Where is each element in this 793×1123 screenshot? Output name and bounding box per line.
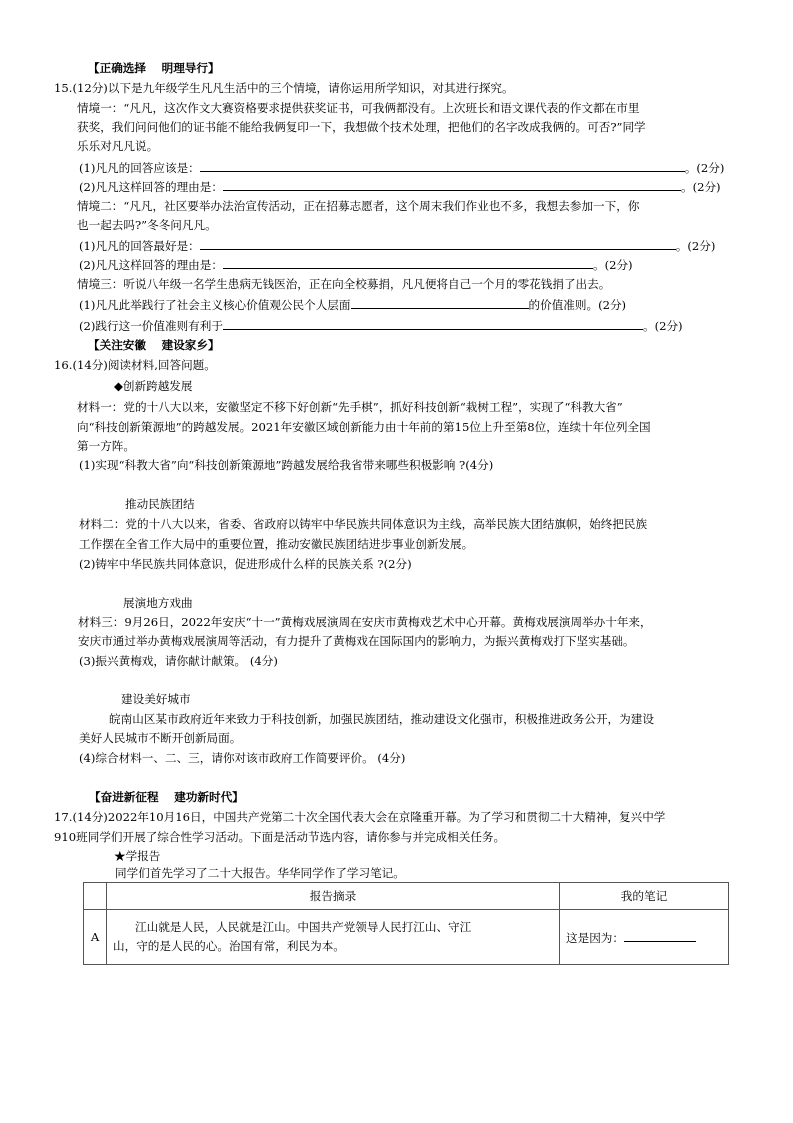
q15-s2-question2 — [79, 256, 633, 273]
excerpt-line: 山，守的是人民的心。治国有常，利民为本。 — [113, 939, 345, 953]
q16-material3-line2: 安庆市通过举办黄梅戏展演周等活动，有力提升了黄梅戏在国际国内的影响力，为振兴黄梅戏打下坚实基础。 — [78, 634, 635, 648]
q17-stem-line1: 17.(14分)2022年10月16日，中国共产党第二十次全国代表大会在京隆重开幕。为了学习和贯彻二十大精神，复兴中学 — [54, 810, 666, 824]
q16-material2-line2: 工作摆在全省工作大局中的重要位置，推动安徽民族团结进步事业创新发展。 — [79, 537, 474, 551]
q15-s3-q2-text: (2)践行这一价值准则有利于 — [79, 319, 223, 333]
q15-scenario1-line1: 情境一：“凡凡，这次作文大赛资格要求提供获奖证书，可我俩都没有。上次班长和语文课代表的作文都在市里 — [77, 101, 640, 115]
q16-question3: (3)振兴黄梅戏，请你献计献策。 (4分) — [79, 654, 278, 668]
q17-subtitle: ★学报告 — [114, 849, 161, 863]
q16-question1: (1)实现“科教大省”向“科技创新策源地”跨越发展给我省带来哪些积极影响 ?(4分) — [79, 458, 494, 472]
q15-scenario1-line3: 乐乐对凡凡说。 — [77, 139, 159, 153]
table-header-row — [84, 883, 729, 910]
q15-scenario1-line2: 获奖，我们问问他们的证书能不能给我俩复印一下，我想做个技术处理，把他们的名字改成我俩的。可否?”同学 — [77, 120, 646, 134]
section-header-1: 【正确选择 明理导行】 — [88, 61, 220, 75]
excerpt-line: 江山就是人民，人民就是江山。中国共产党领导人民打江山、守江 — [135, 920, 472, 934]
answer-blank[interactable] — [223, 178, 681, 191]
q15-s3-question2 — [79, 317, 683, 334]
table-header-cell: 报告摘录 — [107, 883, 560, 910]
q16-material1-line1: 材料一：党的十八大以来，安徽坚定不移下好创新“先手棋”，抓好科技创新“栽树工程”，实现了“科教大省” — [77, 400, 623, 414]
section-header-2: 【关注安徽 建设家乡】 — [88, 338, 220, 352]
q15-scenario2-line2: 也一起去吗?”冬冬问凡凡。 — [77, 218, 217, 232]
q15-s2-q1-text: (1)凡凡的回答最好是： — [79, 239, 200, 253]
answer-blank[interactable] — [200, 159, 685, 172]
q17-intro: 同学们首先学习了二十大报告。华华同学作了学习笔记。 — [115, 866, 405, 880]
row-label: A — [84, 910, 107, 965]
q15-s1-q2-text: (2)凡凡这样回答的理由是： — [79, 180, 223, 194]
q16-material4-line1: 皖南山区某市政府近年来致力于科技创新，加强民族团结，推动建设文化强市，积极推进政务公开，为建设 — [109, 712, 654, 726]
note-prompt: 这是因为： — [566, 930, 624, 945]
answer-blank[interactable] — [200, 237, 676, 250]
answer-blank[interactable] — [624, 929, 696, 942]
q15-s3-q2-score: 。(2分) — [642, 319, 683, 333]
q16-topic2: 推动民族团结 — [125, 497, 195, 511]
q16-material1-line2: 向“科技创新策源地”的跨越发展。2021年安徽区域创新能力由十年前的第15位上升至第8位，连续十年位列全国 — [77, 420, 651, 434]
q15-s1-q1-text: (1)凡凡的回答应该是： — [79, 161, 200, 175]
q15-s1-question2 — [79, 178, 721, 195]
report-notes-table — [83, 882, 729, 965]
q16-material4-line2: 美好人民城市不断开创新局面。 — [79, 731, 242, 745]
q16-question4: (4)综合材料一、二、三，请你对该市政府工作简要评价。 (4分) — [79, 751, 406, 765]
q15-scenario2-line1: 情境二：“凡凡，社区要举办法治宣传活动，正在招募志愿者，这个周末我们作业也不多，我想去参加一下，你 — [77, 199, 640, 213]
q15-s2-q2-score: 。(2分) — [592, 258, 633, 272]
q15-scenario3-line1: 情境三：听说八年级一名学生患病无钱医治，正在向全校募捐，凡凡便将自己一个月的零花钱捐了出去。 — [77, 277, 611, 291]
q15-s2-q2-text: (2)凡凡这样回答的理由是： — [79, 258, 223, 272]
table-header-cell — [84, 883, 107, 910]
section-header-3: 【奋进新征程 建功新时代】 — [89, 790, 244, 804]
q15-s2-q1-score: 。(2分) — [675, 239, 716, 253]
q16-topic1: ◆创新跨越发展 — [114, 379, 193, 393]
answer-blank[interactable] — [223, 256, 593, 269]
table-row — [84, 910, 729, 965]
q15-s3-q1-text: (1)凡凡此举践行了社会主义核心价值观公民个人层面 — [79, 298, 351, 312]
q16-topic3: 展演地方戏曲 — [123, 596, 193, 610]
q16-question2: (2)铸牢中华民族共同体意识，促进形成什么样的民族关系 ?(2分) — [79, 557, 412, 571]
q15-s2-question1 — [79, 237, 715, 254]
q16-material1-line3: 第一方阵。 — [77, 439, 135, 453]
q16-material3-line1: 材料三：9月26日，2022年安庆“十一”黄梅戏展演周在安庆市黄梅戏艺术中心开幕。黄梅戏展演周举办十年来， — [78, 615, 652, 629]
q15-s1-q1-score: 。(2分) — [684, 161, 725, 175]
q16-material2-line1: 材料二：党的十八大以来，省委、省政府以铸牢中华民族共同体意识为主线，高举民族大团结旗帜，始终把民族 — [79, 517, 648, 531]
q15-s1-q2-score: 。(2分) — [680, 180, 721, 194]
q16-topic4: 建设美好城市 — [121, 692, 191, 706]
answer-blank[interactable] — [351, 296, 529, 309]
q15-s3-question1 — [79, 296, 626, 313]
table-header-cell: 我的笔记 — [560, 883, 729, 910]
q16-stem: 16.(14分)阅读材料,回答问题。 — [54, 358, 216, 372]
q15-s3-q1-score: 的价值准则。(2分) — [528, 298, 627, 312]
my-note-cell — [560, 910, 729, 965]
report-excerpt — [107, 910, 560, 965]
q15-s1-question1 — [79, 159, 724, 176]
answer-blank[interactable] — [223, 317, 643, 330]
q17-stem-line2: 910班同学们开展了综合性学习活动。下面是活动节选内容，请你参与并完成相关任务。 — [54, 830, 506, 844]
q15-stem: 15.(12分)以下是九年级学生凡凡生活中的三个情境，请你运用所学知识，对其进行探究。 — [54, 81, 514, 95]
